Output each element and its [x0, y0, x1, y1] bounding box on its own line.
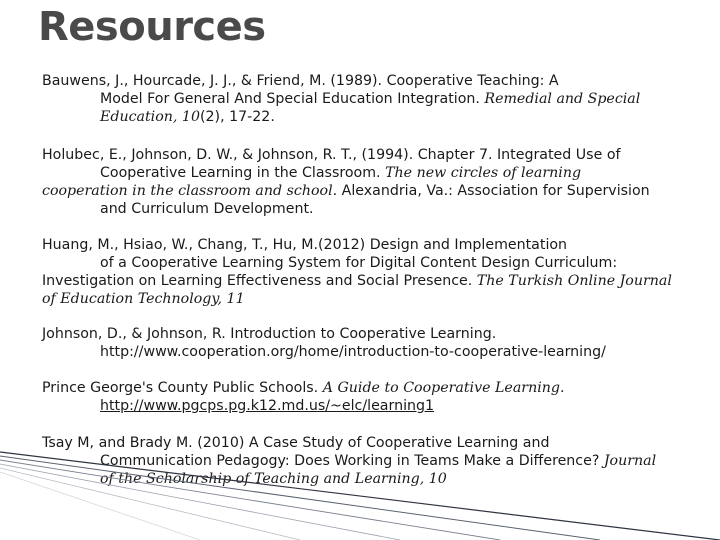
ref-journal: The Turkish Online Journal: [476, 273, 672, 289]
ref-line: Johnson, D., & Johnson, R. Introduction to Cooperative Learning.: [42, 326, 497, 342]
reference-item: [42, 146, 650, 218]
ref-text: Communication Pedagogy: Does Working in Teams Make a Difference?: [100, 453, 604, 469]
ref-book-title: A Guide to Cooperative Learning.: [322, 380, 565, 396]
ref-text: Prince George's County Public Schools.: [42, 380, 323, 396]
ref-journal: Journal: [603, 453, 657, 469]
ref-journal: Education, 10: [100, 109, 200, 125]
ref-book-title: cooperation in the classroom and school.: [42, 183, 338, 199]
ref-line: Bauwens, J., Hourcade, J. J., & Friend, M. (1989). Cooperative Teaching: A: [42, 73, 559, 89]
ref-line: Tsay M, and Brady M. (2010) A Case Study of Cooperative Learning and: [42, 435, 550, 451]
ref-line: [42, 108, 640, 126]
reference-item: [42, 72, 640, 126]
ref-line: Holubec, E., Johnson, D. W., & Johnson, R. T., (1994). Chapter 7. Integrated Use of: [42, 147, 621, 163]
ref-journal: of Education Technology, 11: [42, 291, 245, 307]
reference-item: [42, 379, 564, 415]
ref-line: [42, 379, 564, 397]
ref-text: Cooperative Learning in the Classroom.: [100, 165, 386, 181]
ref-text: Alexandria, Va.: Association for Supervision: [337, 183, 650, 199]
reference-item: [42, 325, 606, 361]
ref-journal: of the Scholarship of Teaching and Learning, 10: [100, 471, 447, 487]
reference-item: [42, 434, 656, 488]
ref-line: of a Cooperative Learning System for Digital Content Design Curriculum:: [100, 255, 618, 271]
reference-item: [42, 236, 672, 308]
ref-line: [42, 90, 640, 108]
ref-line: [42, 290, 672, 308]
ref-text: Model For General And Special Education Integration.: [100, 91, 485, 107]
ref-line: [42, 452, 656, 470]
ref-line: [42, 470, 656, 488]
ref-line: [42, 182, 650, 200]
ref-line: and Curriculum Development.: [100, 201, 314, 217]
ref-url-link[interactable]: http://www.pgcps.pg.k12.md.us/~elc/learning1: [100, 398, 435, 414]
ref-text: Investigation on Learning Effectiveness and Social Presence.: [42, 273, 477, 289]
ref-journal: Remedial and Special: [484, 91, 641, 107]
ref-book-title: The new circles of learning: [385, 165, 582, 181]
ref-url[interactable]: http://www.cooperation.org/home/introduction-to-cooperative-learning/: [100, 344, 606, 360]
ref-text: (2), 17-22.: [199, 109, 275, 125]
page-title: Resources: [38, 4, 266, 50]
ref-line: [42, 272, 672, 290]
ref-line: [42, 164, 650, 182]
ref-line: Huang, M., Hsiao, W., Chang, T., Hu, M.(2012) Design and Implementation: [42, 237, 568, 253]
